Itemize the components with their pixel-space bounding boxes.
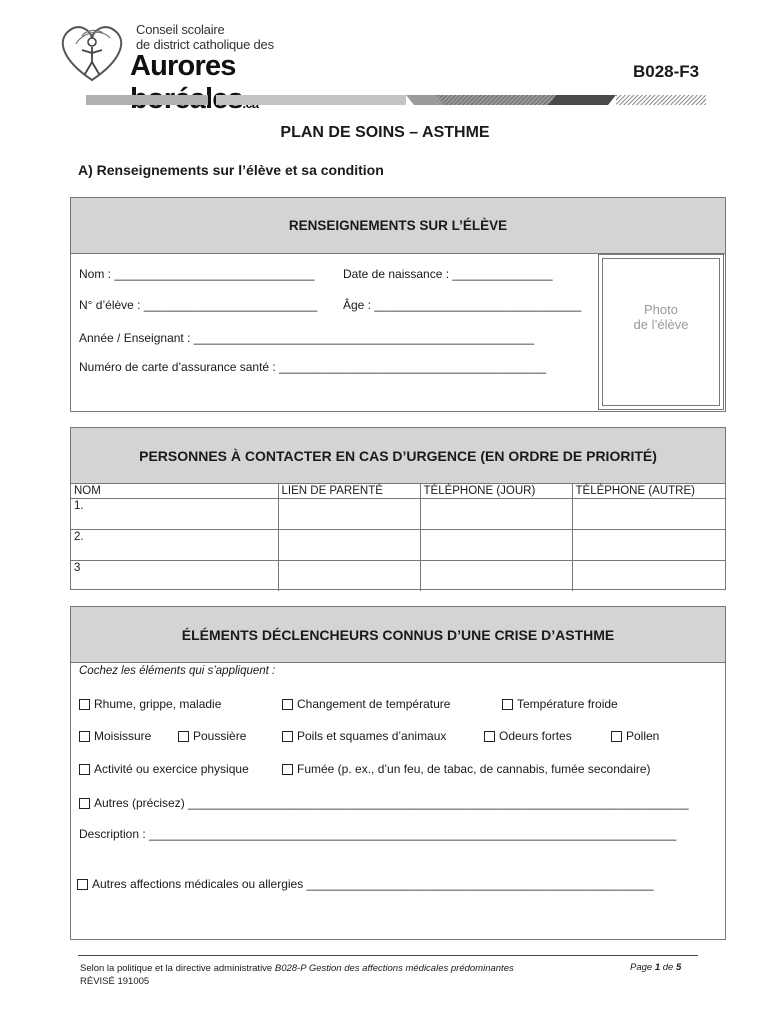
carte-sante-field[interactable]: Numéro de carte d’assurance santé : ________________________________________: [79, 360, 547, 374]
footer-revision: RÉVISÉ 191005: [80, 976, 150, 987]
label-poussiere: Poussière: [193, 729, 247, 743]
student-info-heading: RENSEIGNEMENTS SUR L’ÉLÈVE: [71, 198, 725, 254]
form-code: B028-F3: [633, 62, 700, 81]
checkbox-odeurs-fortes[interactable]: [484, 729, 572, 743]
asthma-triggers-heading: ÉLÉMENTS DÉCLENCHEURS CONNUS D’UNE CRISE D’ASTHME: [71, 607, 725, 663]
age-field[interactable]: Âge : _______________________________: [343, 298, 582, 312]
col-nom: NOM: [71, 484, 278, 498]
section-a-heading: A) Renseignements sur l’élève et sa condition: [78, 162, 384, 178]
label-froide: Température froide: [517, 697, 618, 711]
contact-1-tel-jour[interactable]: [420, 498, 572, 529]
label-odeurs: Odeurs fortes: [499, 729, 572, 743]
date-naissance-field[interactable]: Date de naissance : _______________: [343, 267, 553, 281]
logo-line-1: Conseil scolaire: [136, 22, 225, 37]
contact-3-tel-autre[interactable]: [572, 560, 725, 591]
table-row: [71, 560, 725, 591]
col-tel-autre: TÉLÉPHONE (AUTRE): [572, 484, 725, 498]
emergency-contacts-box: [70, 427, 726, 590]
photo-label-2: de l’élève: [633, 317, 689, 332]
checkbox-icon[interactable]: [502, 699, 513, 710]
footer-divider: [78, 955, 698, 956]
contact-1-nom[interactable]: 1.: [71, 498, 278, 529]
checkbox-icon[interactable]: [79, 798, 90, 809]
page-prefix: Page: [630, 962, 655, 973]
col-lien: LIEN DE PARENTÉ: [278, 484, 420, 498]
col-tel-jour: TÉLÉPHONE (JOUR): [420, 484, 572, 498]
page-total: 5: [675, 962, 682, 973]
checkbox-rhume[interactable]: [79, 697, 221, 711]
label-changement: Changement de température: [297, 697, 451, 711]
label-activite: Activité ou exercice physique: [94, 762, 249, 776]
checkbox-activite[interactable]: [79, 762, 249, 776]
page-title: PLAN DE SOINS – ASTHME: [280, 124, 490, 141]
contact-2-tel-jour[interactable]: [420, 529, 572, 560]
nom-field[interactable]: Nom : ______________________________: [79, 267, 315, 281]
contact-3-lien[interactable]: [278, 560, 420, 591]
emergency-contacts-heading: PERSONNES À CONTACTER EN CAS D’URGENCE (EN ORDRE DE PRIORITÉ): [71, 428, 725, 484]
checkbox-moisissure[interactable]: [79, 729, 151, 743]
label-autres-affections: Autres affections médicales ou allergies ____________________________________________________: [92, 877, 654, 891]
label-rhume: Rhume, grippe, maladie: [94, 697, 222, 711]
contact-2-tel-autre[interactable]: [572, 529, 725, 560]
photo-placeholder[interactable]: [602, 258, 720, 406]
label-poils: Poils et squames d’animaux: [297, 729, 447, 743]
checkbox-icon[interactable]: [282, 731, 293, 742]
decorative-header-band: [86, 95, 706, 105]
footer-policy-title: B028-P Gestion des affections médicales prédominantes: [274, 963, 514, 974]
checkbox-icon[interactable]: [611, 731, 622, 742]
checkbox-icon[interactable]: [79, 699, 90, 710]
contact-3-nom[interactable]: 3: [71, 560, 278, 591]
numero-eleve-field[interactable]: N° d’élève : __________________________: [79, 298, 318, 312]
page-current: 1: [654, 962, 661, 973]
school-board-logo: [52, 18, 342, 90]
asthma-triggers-box: [70, 606, 726, 940]
photo-label-1: Photo: [644, 302, 678, 317]
footer-text: [80, 962, 514, 988]
table-row: [71, 529, 725, 560]
checkbox-autres[interactable]: [79, 796, 689, 810]
heart-figure-icon: [52, 18, 132, 88]
description-field[interactable]: Description : _______________________________________________________________________________: [79, 827, 677, 841]
contacts-table: [71, 484, 725, 591]
footer-line-1: [80, 962, 514, 975]
checkbox-poils-animaux[interactable]: [282, 729, 446, 743]
label-fumee: Fumée (p. ex., d’un feu, de tabac, de cannabis, fumée secondaire): [297, 762, 651, 776]
contact-2-nom[interactable]: 2.: [71, 529, 278, 560]
checkbox-icon[interactable]: [79, 731, 90, 742]
table-row: [71, 498, 725, 529]
checkbox-fumee[interactable]: [282, 762, 651, 776]
contact-1-tel-autre[interactable]: [572, 498, 725, 529]
checkbox-changement-temperature[interactable]: [282, 697, 450, 711]
checkbox-icon[interactable]: [77, 879, 88, 890]
label-autres: Autres (précisez) ___________________________________________________________________________: [94, 796, 689, 810]
checkbox-icon[interactable]: [484, 731, 495, 742]
checkbox-icon[interactable]: [282, 764, 293, 775]
checkbox-autres-affections[interactable]: [77, 877, 654, 891]
contact-2-lien[interactable]: [278, 529, 420, 560]
checkbox-icon[interactable]: [282, 699, 293, 710]
triggers-hint: Cochez les éléments qui s’appliquent :: [79, 665, 276, 677]
contacts-header-row: [71, 484, 725, 498]
checkbox-temperature-froide[interactable]: [502, 697, 618, 711]
checkbox-icon[interactable]: [178, 731, 189, 742]
logo-line-2: de district catholique des: [136, 37, 274, 52]
page-number: [630, 962, 681, 973]
logo-line-3: [130, 50, 342, 116]
student-info-box: [70, 197, 726, 412]
label-pollen: Pollen: [626, 729, 660, 743]
checkbox-icon[interactable]: [79, 764, 90, 775]
contact-1-lien[interactable]: [278, 498, 420, 529]
logo-name: Aurores: [130, 50, 236, 82]
label-moisissure: Moisissure: [94, 729, 152, 743]
checkbox-poussiere[interactable]: [178, 729, 246, 743]
contact-3-tel-jour[interactable]: [420, 560, 572, 591]
page-of: de: [660, 962, 676, 973]
footer-policy-prefix: Selon la politique et la directive administrative: [80, 963, 275, 974]
annee-enseignant-field[interactable]: Année / Enseignant : ___________________________________________________: [79, 331, 535, 345]
checkbox-pollen[interactable]: [611, 729, 659, 743]
photo-frame: [598, 254, 724, 410]
